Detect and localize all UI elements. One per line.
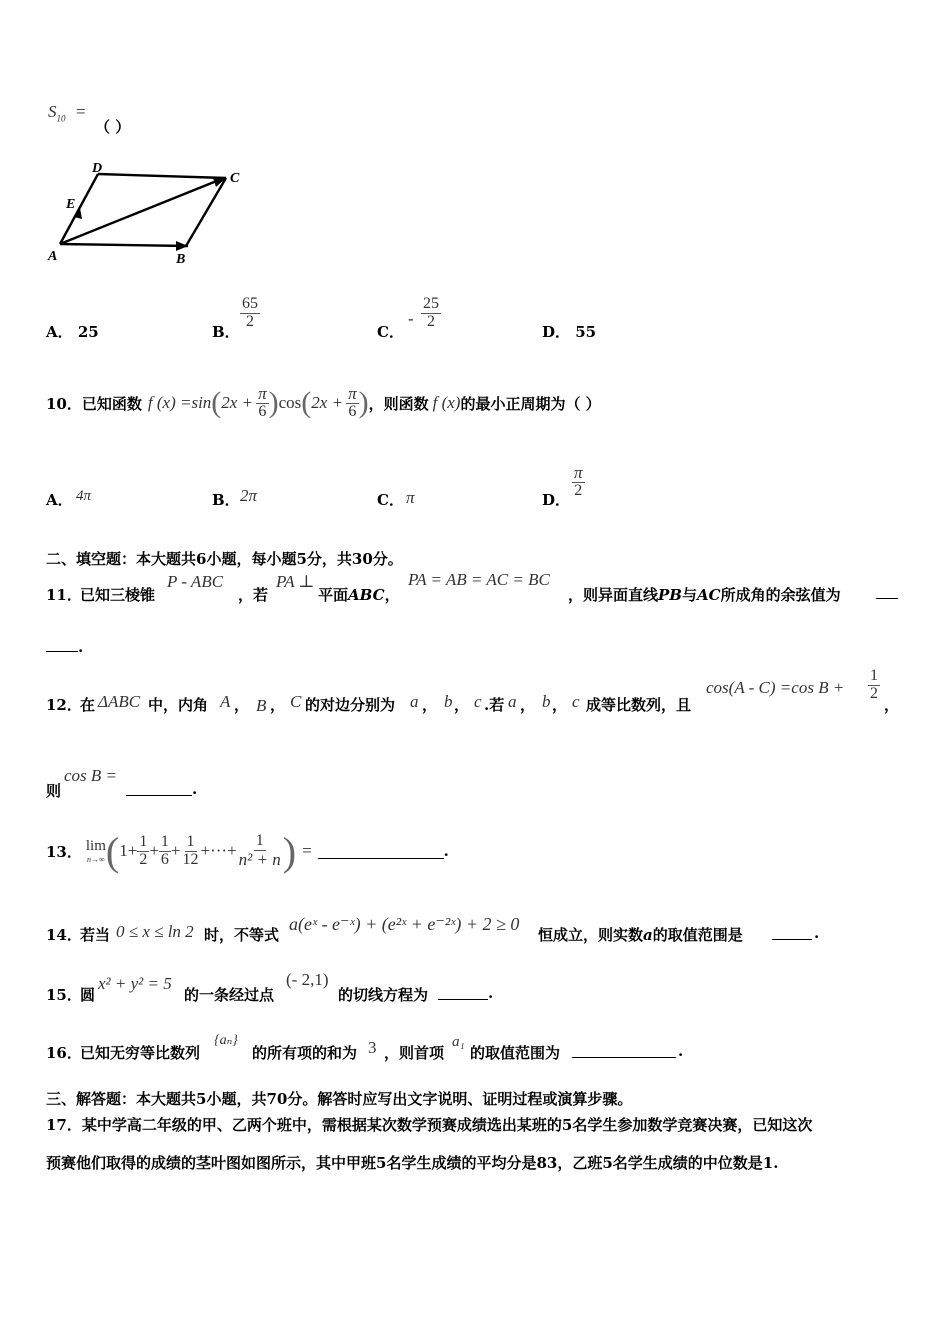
- section2-heading: 二、填空题：本大题共6小题，每小题5分，共30分。: [46, 550, 403, 568]
- q12-answer-blank[interactable]: [126, 781, 192, 796]
- q10-option-d-frac: $\frac{\pi}{2}$: [574, 463, 583, 499]
- vector-ac: [60, 178, 224, 244]
- q16-stem: 16． 已知无穷等比数列 {aₙ} 的所有项的和为 3 ，则首项 a₁ 的取值范围为 .: [46, 1033, 684, 1062]
- label-a: A: [48, 249, 58, 264]
- q10-option-b: 2π: [240, 486, 258, 505]
- q15-answer-blank[interactable]: [438, 985, 488, 1000]
- q11-stem: 11． 已知三棱锥 P - ABC ，若 PA ⊥ 平面ABC， PA = AB = AC = BC ，则异面直线PB与AC所成角的余弦值为: [46, 572, 906, 612]
- q9-option-c-frac: $\frac{25}{2}$: [423, 295, 439, 330]
- edge-cb: [186, 178, 226, 246]
- q14-stem: 14． 若当 0 ≤ x ≤ ln 2 时，不等式 a(eˣ - e⁻ˣ) + (e²ˣ + e⁻²ˣ) + 2 ≥ 0 恒成立，则实数a的取值范围是 .: [46, 914, 820, 944]
- q9-option-b-letter: B．: [212, 323, 240, 341]
- q9-option-c-sign: -: [408, 309, 414, 328]
- q10-option-c: π: [406, 488, 415, 507]
- q11-answer-blank-2[interactable]: [46, 637, 78, 652]
- q10-option-b-letter: B．: [212, 491, 240, 509]
- q11-answer-line-2: .: [46, 637, 83, 656]
- s10-symbol: $S_{10}$: [48, 102, 66, 124]
- label-d: D: [92, 161, 103, 176]
- q9-option-d: D． 55: [542, 323, 597, 341]
- answer-paren: （ ）: [95, 118, 131, 136]
- q10-stem: 10． 已知函数 f (x) =sin ( 2x + $\frac{\pi}{6}$ ) cos ( 2x + $\frac{\pi}{6}$ ) ，则函数 f (x) 的最小正周期为（ ）: [46, 384, 601, 421]
- q9-option-b-frac: $\frac{65}{2}$: [242, 295, 258, 330]
- edge-dc: [98, 174, 226, 178]
- q15-stem: 15． 圆 x² + y² = 5 的一条经过点 (- 2,1) 的切线方程为 .: [46, 970, 494, 1004]
- q13-limit: lim n→∞: [85, 838, 106, 864]
- s10-equals: =: [76, 102, 86, 121]
- q11-answer-blank-1[interactable]: [876, 584, 898, 599]
- q17-line-2: 预赛他们取得的成绩的茎叶图如图所示，其中甲班5名学生成绩的平均分是83，乙班5名学生成绩的中位数是1.: [46, 1154, 779, 1172]
- q17-line-1: 17．某中学高二年级的甲、乙两个班中，需根据某次数学预赛成绩选出某班的5名学生参加数学竞赛决赛，已知这次: [46, 1116, 813, 1134]
- label-c: C: [230, 171, 240, 186]
- q12-answer-line: 则 cos B = .: [46, 766, 198, 800]
- q16-answer-blank[interactable]: [572, 1043, 676, 1058]
- label-e: E: [66, 197, 76, 212]
- q12-stem: 12． 在 ΔABC 中，内角 A ， B ， C 的对边分别为 a ， b ， c .若 a ， b ， c 成等比数列，且 cos(A - C) =cos B + $\frac{1}{2}$ ，: [46, 667, 900, 715]
- q13-stem: 13． lim n→∞ ( 1+ $\frac{1}{2}$ + $\frac{1}{6}$ + $\frac{1}{12}$ +···+ $\frac{1}{\text{n² + n}}$ ) = .: [46, 828, 449, 874]
- q10-option-d-letter: D．: [542, 491, 571, 509]
- label-b: B: [176, 252, 186, 267]
- q14-answer-blank[interactable]: [772, 925, 812, 940]
- q10-option-a: 4π: [76, 488, 92, 504]
- q10-option-c-letter: C．: [377, 491, 404, 509]
- q9-option-c-letter: C．: [377, 323, 404, 341]
- q9-option-a: A． 25: [46, 323, 99, 341]
- q10-number: 10．: [46, 394, 82, 413]
- q10-option-a-letter: A．: [46, 491, 73, 509]
- vector-ab: [60, 244, 188, 246]
- parallelogram-figure: [42, 158, 252, 270]
- arrow-ab-head: [176, 241, 188, 251]
- q13-answer-blank[interactable]: [318, 844, 444, 859]
- section3-heading: 三、解答题：本大题共5小题，共70分。解答时应写出文字说明、证明过程或演算步骤。: [46, 1090, 633, 1108]
